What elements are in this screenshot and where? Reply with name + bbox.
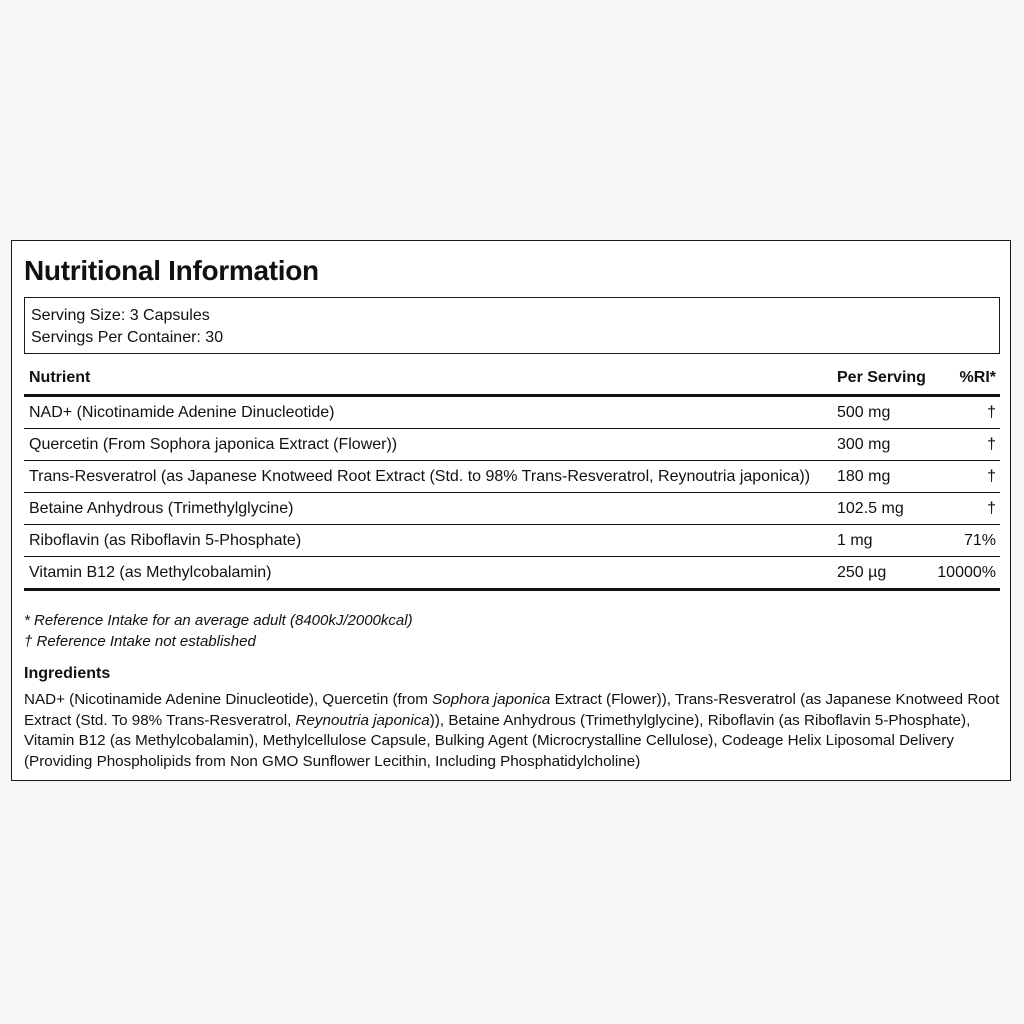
page-title: Nutritional Information: [24, 255, 319, 286]
ingredients-part-1: NAD+ (Nicotinamide Adenine Dinucleotide), Quercetin (from: [24, 691, 433, 708]
per-serving-value: 180 mg: [837, 468, 891, 485]
nutrient-table: [24, 365, 1000, 591]
nutrient-name: Vitamin B12 (as Methylcobalamin): [29, 564, 272, 581]
header-ri: %RI*: [959, 369, 996, 386]
per-serving-value: 250 µg: [837, 564, 887, 581]
ri-value: 71%: [963, 532, 996, 549]
ri-value: †: [987, 404, 996, 421]
ingredients-text: [24, 690, 1000, 772]
header-per-serving: Per Serving: [837, 369, 926, 386]
footnote-not-established: † Reference Intake not established: [24, 633, 256, 650]
ingredients-part-2: Extract (Flower)), Trans-Resveratrol (as Japanese Knotweed Root Extract (Std. To 98% Trans-Resveratrol,: [24, 691, 1000, 729]
table-row: [24, 493, 1000, 525]
nutrient-name: Betaine Anhydrous (Trimethylglycine): [29, 500, 294, 517]
nutrient-name: Trans-Resveratrol (as Japanese Knotweed Root Extract (Std. to 98% Trans-Resveratrol, Reynoutria japonica)): [29, 468, 811, 485]
ri-value: †: [987, 436, 996, 453]
header-nutrient: Nutrient: [29, 369, 91, 386]
nutrition-panel: [11, 240, 1011, 781]
footnotes: [24, 610, 413, 652]
nutrient-name: Quercetin (From Sophora japonica Extract (Flower)): [29, 436, 398, 453]
table-header: [24, 365, 1000, 397]
serving-info-box: [24, 297, 1000, 354]
table-row: [24, 461, 1000, 493]
ingredients-italic-1: Sophora japonica: [432, 691, 551, 708]
footnote-reference-intake: * Reference Intake for an average adult (8400kJ/2000kcal): [24, 612, 413, 629]
table-row: [24, 397, 1000, 429]
per-serving-value: 500 mg: [837, 404, 891, 421]
servings-per-container: Servings Per Container: 30: [31, 329, 224, 346]
per-serving-value: 300 mg: [837, 436, 891, 453]
table-row: [24, 525, 1000, 557]
serving-size: Serving Size: 3 Capsules: [31, 307, 210, 324]
ingredients-heading: Ingredients: [24, 665, 111, 682]
per-serving-value: 1 mg: [837, 532, 873, 549]
ingredients-italic-2: Reynoutria japonica: [295, 711, 430, 729]
ri-value: 10000%: [937, 564, 996, 581]
per-serving-value: 102.5 mg: [837, 500, 904, 517]
nutrient-name: Riboflavin (as Riboflavin 5-Phosphate): [29, 532, 302, 549]
ri-value: †: [987, 468, 996, 485]
nutrient-name: NAD+ (Nicotinamide Adenine Dinucleotide): [29, 404, 335, 421]
ingredients-part-3: )), Betaine Anhydrous (Trimethylglycine), Riboflavin (as Riboflavin 5-Phosphate), Vitamin B12 (as Methylcobalamin), Methylcellulose Capsule, Bulking Agent (Microcrystalline Cellulose), Codeage Helix Liposomal Delivery (Providing Phospholipids from Non GMO Sunflower Lecithin, Including Phosphatidylcholine): [24, 711, 971, 770]
table-row: [24, 557, 1000, 591]
table-row: [24, 429, 1000, 461]
ri-value: †: [987, 500, 996, 517]
